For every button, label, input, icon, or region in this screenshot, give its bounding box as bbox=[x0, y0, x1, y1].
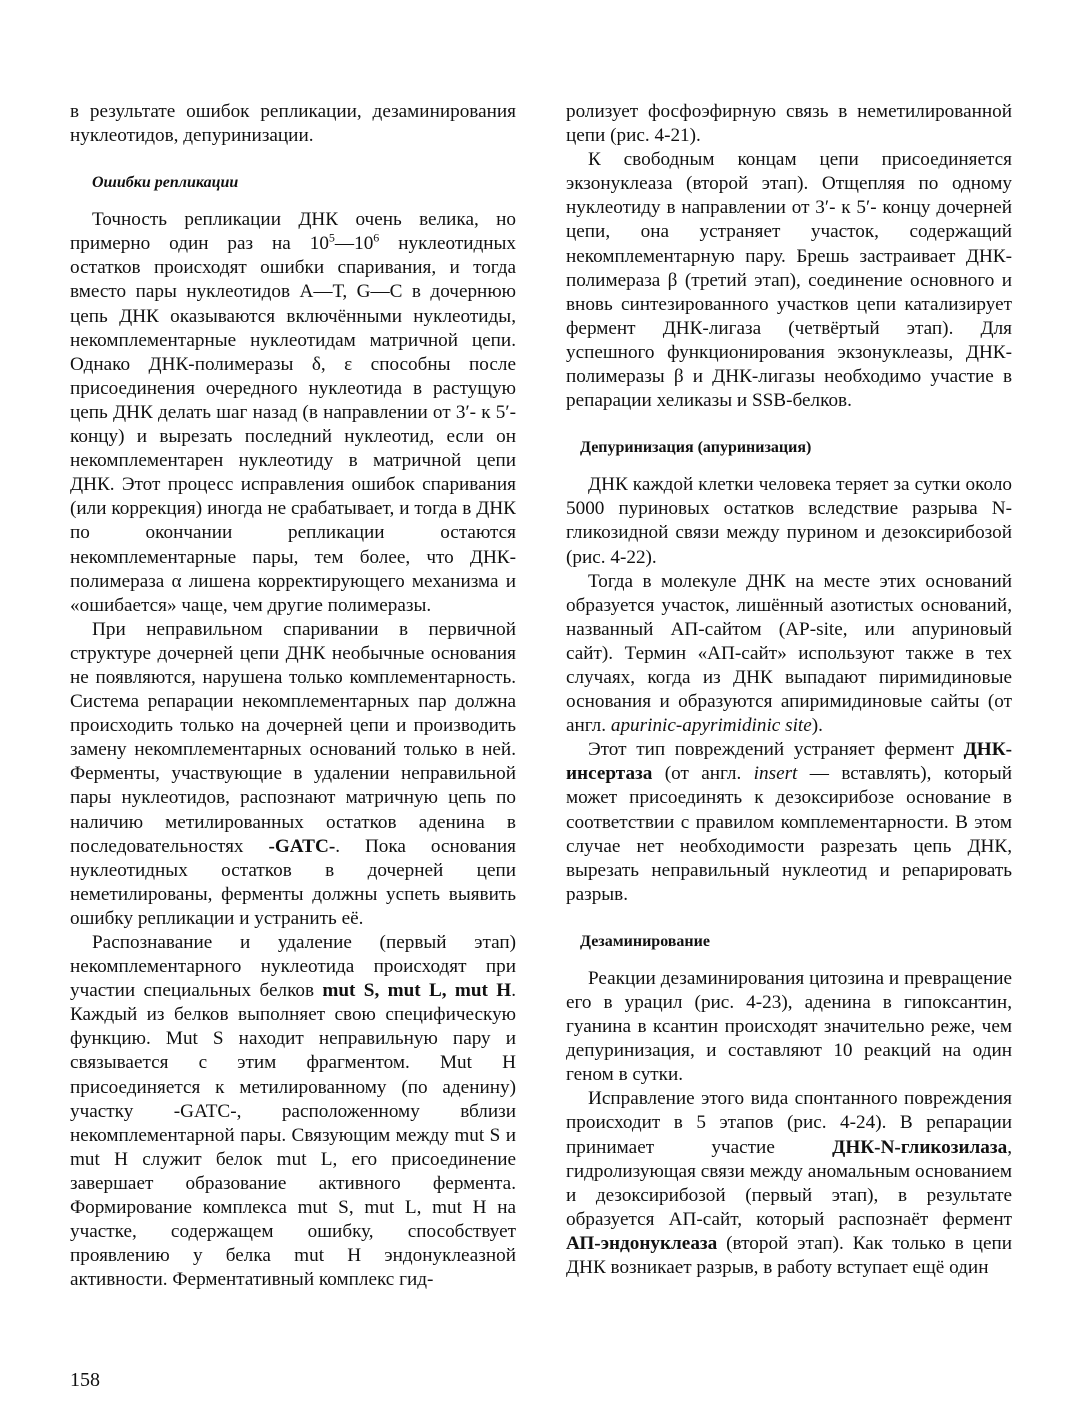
paragraph-text: —10 bbox=[334, 233, 374, 255]
paragraph-text: К свободным концам цепи присоединяется экзонуклеаза (второй этап). Отщепляя по одному нуклеотиду в направлении от 3′- к 5′- концу дочерней цепи, она устраняет участок, содержащий некомплементарную пару. Брешь застраивает ДНК-полимераза β (третий этап), соединение основного и вновь синтезированного участков цепи катализирует фермент ДНК-лигаза (четвёртый этап). Для успешного функционирования экзонуклеазы, ДНК-полимеразы β и ДНК-лигазы необходимо участие в репарации хеликазы и SSB-белков. bbox=[566, 149, 1012, 412]
italic-term: apurinic-apyrimidinic site bbox=[610, 715, 812, 737]
superscript: 5 bbox=[328, 230, 335, 245]
page-number: 158 bbox=[70, 1369, 100, 1391]
paragraph-text: ролизует фосфоэфирную связь в неметилированной цепи (рис. 4-21). bbox=[566, 101, 1012, 147]
paragraph-text: Исправление этого вида спонтанного повреждения происходит в 5 этапов (рис. 4-24). В репарации принимает участие bbox=[566, 1088, 1012, 1158]
bold-term-glycosylase: ДНК-N-гликозилаза bbox=[832, 1136, 1008, 1158]
paragraph-deamination-reactions bbox=[566, 967, 1012, 1087]
paragraph-ap-site bbox=[566, 570, 1012, 739]
paragraph-deamination-repair bbox=[566, 1087, 1012, 1280]
paragraph-text: Реакции дезаминирования цитозина и превращение его в урацил (рис. 4-23), аденина в гипоксантин, гуанина в ксантин происходят значительно реже, чем депуринизация, и составляют 10 реакций на один геном в сутки. bbox=[566, 967, 1012, 1086]
paragraph-mut-proteins bbox=[70, 931, 516, 1292]
paragraph-insertase bbox=[566, 738, 1012, 907]
paragraph-text: Точность репликации ДНК очень велика, но примерно один раз на 10 bbox=[70, 209, 516, 255]
paragraph-text: ). bbox=[811, 715, 823, 737]
italic-term: insert bbox=[753, 763, 798, 785]
bold-term-gatc: -GATC- bbox=[268, 835, 336, 857]
section-heading-depurination: Депуринизация (апуринизация) bbox=[580, 439, 812, 457]
paragraph-text: , гидролизующая связи между аномальным основанием и дезоксирибозой (первый этап), в результате образуется АП-сайт, который распознаёт фермент bbox=[566, 1136, 1012, 1230]
right-column bbox=[566, 100, 1012, 1280]
paragraph-text: . Каждый из белков выполняет свою специфическую функцию. Mut S находит неправильную пару и связывается с этим фрагментом. Mut H присоединяется к метилированному (по аденину) участку -GATC-, расположенному вблизи некомплементарной пары. Связующим между mut S и mut H служит белок mut L, его присоединение завершает образование активного фермента. Формирование комплекса mut S, mut L, mut H на участке, содержащем ошибку, способствует проявлению у белка mut H эндонуклеазной активности. Ферментативный комплекс гид- bbox=[70, 980, 516, 1291]
paragraph-purine-loss bbox=[566, 473, 1012, 569]
section-heading-deamination: Дезаминирование bbox=[580, 932, 710, 950]
paragraph-text: — вставлять), который может присоединять к дезоксирибозе основание в соответствии с правилом комплементарности. В этом случае нет необходимости разрезать цепь ДНК, вырезать неправильный нуклеотид и репарировать разрыв. bbox=[566, 763, 1013, 905]
bold-term-mut-proteins: mut S, mut L, mut H bbox=[322, 980, 512, 1002]
paragraph-text: (от англ. bbox=[652, 763, 754, 785]
paragraph-text: . Пока основания нуклеотидных остатков в дочерней цепи неметилированы, ферменты должны успеть выявить ошибку репликации и устранить её. bbox=[70, 835, 516, 929]
paragraph-text: в результате ошибок репликации, дезаминирования нуклеотидов, депуринизации. bbox=[70, 101, 516, 147]
paragraph-text: Этот тип повреждений устраняет фермент bbox=[588, 739, 964, 761]
paragraph-continuation bbox=[566, 100, 1012, 148]
paragraph-text: ДНК каждой клетки человека теряет за сутки около 5000 пуриновых остатков вследствие разрыва N-гликозидной связи между пурином и дезоксирибозой (рис. 4-22). bbox=[566, 474, 1012, 568]
paragraph-text: При неправильном спаривании в первичной структуре дочерней цепи ДНК необычные основания не появляются, нарушена только комплементарность. Система репарации некомплементарных пар должна происходить только на дочерней цепи и производить замену некомплементарных оснований только в ней. Ферменты, участвующие в удалении неправильной пары нуклеотидов, распознают матричную цепь по наличию метилированных остатков аденина в последовательностях bbox=[70, 618, 516, 857]
left-column bbox=[70, 100, 516, 1292]
bold-term-insertase: ДНК-инсертаза bbox=[566, 739, 1012, 785]
bold-term-ap-endonuclease: АП-эндонуклеаза bbox=[566, 1232, 718, 1254]
paragraph-text: нуклеотидных остатков происходят ошибки спаривания, и тогда вместо пары нуклеотидов А—Т, G—С в дочернюю цепь ДНК оказываются включёнными нуклеотиды, некомплементарные нуклеотидам матричной цепи. Однако ДНК-полимеразы δ, ε способны после присоединения очередного нуклеотида в растущую цепь ДНК делать шаг назад (в направлении от 3′- к 5′- концу) и вырезать последний нуклеотид, если он некомплементарен нуклеотиду в матричной цепи ДНК. Этот процесс исправления ошибок спаривания (или коррекция) иногда не срабатывает, и тогда в ДНК по окончании репликации остаются некомплементарные пары, тем более, что ДНК-полимераза α лишена корректирующего механизма и «ошибается» чаще, чем другие полимеразы. bbox=[70, 233, 516, 616]
paragraph-text: (второй этап). Как только в цепи ДНК возникает разрыв, в работу вступает ещё один bbox=[566, 1232, 1012, 1279]
paragraph-exonuclease bbox=[566, 148, 1012, 413]
paragraph-mismatch-repair bbox=[70, 618, 516, 931]
paragraph-text: Тогда в молекуле ДНК на месте этих оснований образуется участок, лишённый азотистых оснований, названный АП-сайтом (AP-site, или апуриновый сайт). Термин «АП-сайт» используют также в тех случаях, когда из ДНК выпадают пиримидиновые основания и образуются апиримидиновые сайты (от англ. bbox=[566, 570, 1012, 737]
section-heading-replication-errors: Ошибки репликации bbox=[92, 174, 239, 192]
paragraph-intro bbox=[70, 100, 516, 148]
paragraph-replication-accuracy bbox=[70, 208, 516, 618]
superscript: 6 bbox=[373, 230, 380, 245]
paragraph-text: Распознавание и удаление (первый этап) некомплементарного нуклеотида происходят при участии специальных белков bbox=[70, 932, 516, 1002]
